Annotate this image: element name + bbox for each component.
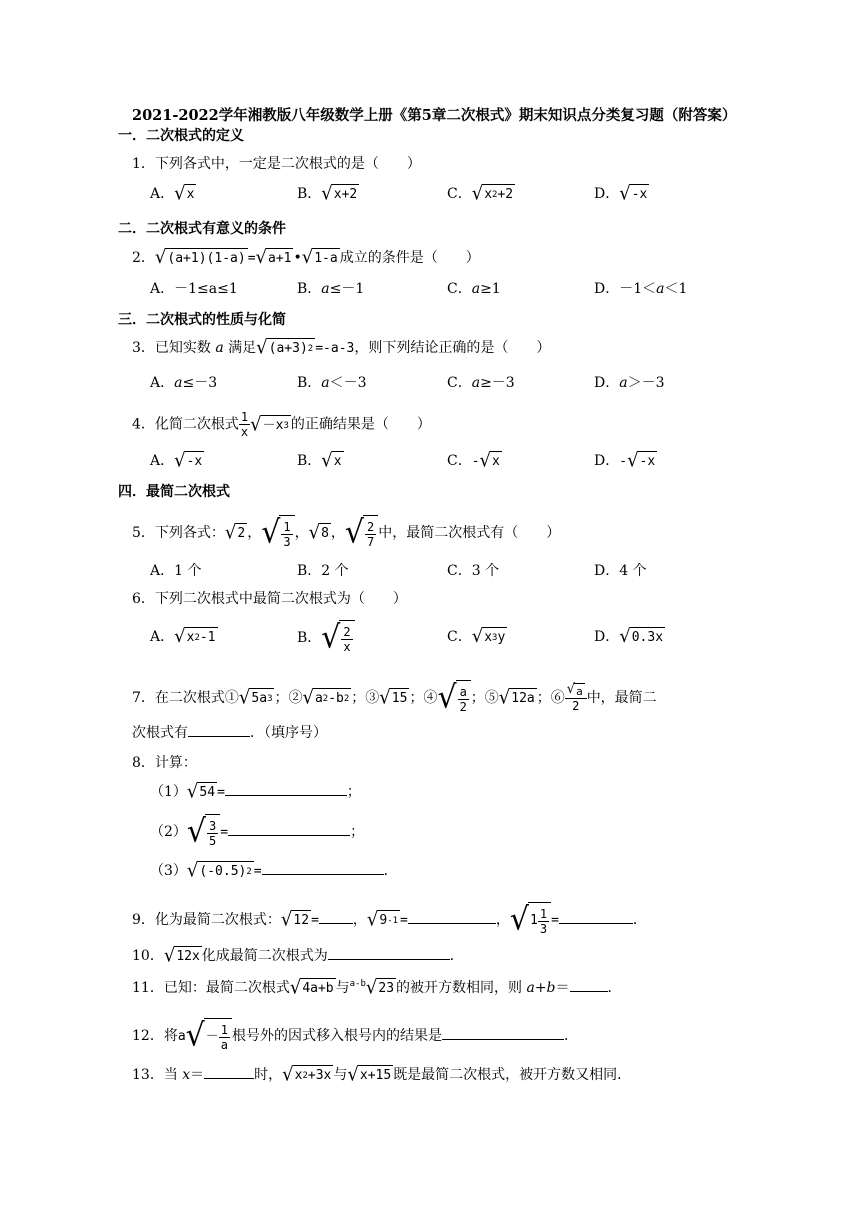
radical: √ － $\frac{1}{a}$ xyxy=(186,1018,232,1054)
question-7-line2: 次根式有 ．（填序号） xyxy=(132,722,327,743)
question-6-stem: 6．下列二次根式中最简二次根式为（ ） xyxy=(132,591,407,607)
fraction: $\frac{1}{x}$ xyxy=(240,410,249,439)
q4-option-d: D．- √ -x xyxy=(594,449,656,472)
q3-option-b: B．a＜－3 xyxy=(297,375,367,391)
section-heading-4: 四．最简二次根式 xyxy=(118,484,230,500)
radical: √ 4a+b xyxy=(289,976,334,999)
answer-blank[interactable] xyxy=(559,909,633,924)
radical: √ 12 xyxy=(280,908,310,931)
radical: √ 1 $\frac{1}{3}$ xyxy=(510,902,551,938)
q4-option-b: B． √ x xyxy=(297,449,342,472)
question-3-stem: 3．已知实数 a 满足 √ (a+3) 2 =-a-3，则下列结论正确的是（ ） xyxy=(132,336,551,359)
radical: √ x+2 xyxy=(321,182,358,205)
question-5-stem: 5．下列各式： √ 2 ， √ $\frac{1}{3}$ ， √ 8 ， √ $\frac{2}{7}$ 中，最简二次根式有（ ） xyxy=(132,514,561,551)
radical: √ a 2 -b 2 xyxy=(302,686,350,709)
q2-option-c: C．a≥1 xyxy=(447,281,501,297)
q1-option-c: C． √ x 2 +2 xyxy=(447,182,514,205)
radical: √ 1-a xyxy=(301,246,338,269)
answer-blank[interactable] xyxy=(442,1025,564,1040)
answer-blank[interactable] xyxy=(262,860,384,875)
radical: √ x+15 xyxy=(347,1063,392,1086)
radical: √ $\frac{2}{x}$ xyxy=(321,620,354,656)
radical: √ 0.3x xyxy=(619,625,664,648)
radical: √ 2 xyxy=(224,521,246,544)
radical: √ $\frac{2}{7}$ xyxy=(345,515,378,551)
q2-option-a: A．－1≤a≤1 xyxy=(150,281,238,297)
q8-part-1: （1） √ 54 = ； xyxy=(150,780,361,803)
radical: √ 54 xyxy=(186,780,216,803)
answer-blank[interactable] xyxy=(188,722,250,737)
answer-blank[interactable] xyxy=(408,909,496,924)
question-13-stem: 13．当 x＝ 时， √ x 2 +3x 与 √ x+15 既是最简二次根式，被开方数又相同． xyxy=(132,1063,632,1086)
radical: √ $\frac{3}{5}$ xyxy=(187,814,220,850)
radical: √ x 3 y xyxy=(471,625,506,648)
question-1-stem: 1．下列各式中，一定是二次根式的是（ ） xyxy=(132,156,421,172)
q6-option-a: A． √ x 2 -1 xyxy=(150,625,216,648)
answer-blank[interactable] xyxy=(204,1064,254,1079)
answer-blank[interactable] xyxy=(328,945,450,960)
q3-option-a: A．a≤－3 xyxy=(150,375,218,391)
radical: √ x 2 +2 xyxy=(471,182,514,205)
radical: √ -x xyxy=(619,182,648,205)
answer-blank[interactable] xyxy=(225,781,347,796)
q5-option-b: B．2 个 xyxy=(297,563,349,579)
section-heading-3: 三．二次根式的性质与化简 xyxy=(118,312,286,328)
q3-option-d: D．a＞－3 xyxy=(594,375,665,391)
q6-option-d: D． √ 0.3x xyxy=(594,625,664,648)
question-10-stem: 10． √ 12x 化成最简二次根式为 ． xyxy=(132,944,464,967)
q5-option-d: D．4 个 xyxy=(594,563,647,579)
question-4-stem: 4．化简二次根式 $\frac{1}{x}$ √ －x 3 的正确结果是（ ） xyxy=(132,410,431,439)
answer-blank[interactable] xyxy=(228,821,350,836)
radical: √ 12x xyxy=(163,944,200,967)
radical: √ 12a xyxy=(498,686,535,709)
radical: √ x xyxy=(321,449,342,472)
q1-option-a: A． √ x xyxy=(150,182,195,205)
question-9-stem: 9．化为最简二次根式： √ 12 = ， √ 9 -1 = ， √ 1 $\frac{1}{3}$ = ． xyxy=(132,901,647,938)
question-11-stem: 11．已知：最简二次根式 √ 4a+b 与$^{a-b}$ √ 23 的被开方数相同，则 a+b＝ ． xyxy=(132,976,622,999)
question-7-stem: 7．在二次根式① √ 5a 3 ；② √ a 2 -b 2 ；③ √ 15 ；④ √ $\frac{a}{2}$ ；⑤ √ 12a ；⑥ √ a 2 中，最简二 xyxy=(132,679,657,716)
radical: √ (a+3) 2 xyxy=(256,336,314,359)
question-2-stem: 2． √ (a+1)(1-a) = √ a+1 • √ 1-a 成立的条件是（ ） xyxy=(132,246,480,269)
fraction: √ a 2 xyxy=(565,683,587,713)
section-heading-2: 二．二次根式有意义的条件 xyxy=(118,221,286,237)
q1-option-d: D． √ -x xyxy=(594,182,648,205)
answer-blank[interactable] xyxy=(570,977,608,992)
question-8-stem: 8．计算： xyxy=(132,755,197,771)
radical: √ a+1 xyxy=(255,246,292,269)
question-12-stem: 12．将a √ － $\frac{1}{a}$ 根号外的因式移入根号内的结果是 ． xyxy=(132,1017,579,1054)
q1-option-b: B． √ x+2 xyxy=(297,182,358,205)
radical: √ $\frac{a}{2}$ xyxy=(437,680,470,716)
answer-blank[interactable] xyxy=(319,909,353,924)
radical: √ x 2 -1 xyxy=(174,625,216,648)
radical: √ 23 xyxy=(365,976,395,999)
section-heading-1: 一．二次根式的定义 xyxy=(118,128,244,144)
radical: √ －x 3 xyxy=(250,412,289,435)
q2-option-d: D．－1＜a＜1 xyxy=(594,281,688,297)
radical: √ -x xyxy=(627,449,656,472)
q8-part-2: （2） √ $\frac{3}{5}$ = ； xyxy=(150,813,365,850)
q4-option-a: A． √ -x xyxy=(150,449,203,472)
radical: √ 5a 3 xyxy=(238,686,273,709)
q4-option-c: C．- √ x xyxy=(447,449,500,472)
radical: √ 15 xyxy=(379,686,408,709)
radical: √ 9 -1 xyxy=(366,908,399,931)
radical: √ x xyxy=(479,449,500,472)
radical: √ (-0.5) 2 xyxy=(186,859,252,882)
radical: √ -x xyxy=(174,449,203,472)
q3-option-c: C．a≥－3 xyxy=(447,375,515,391)
radical: √ x xyxy=(174,182,195,205)
q2-option-b: B．a≤－1 xyxy=(297,281,365,297)
radical: √ 8 xyxy=(308,521,329,544)
radical: √ $\frac{1}{3}$ xyxy=(261,515,294,551)
radical: √ (a+1)(1-a) xyxy=(154,246,246,269)
q8-part-3: （3） √ (-0.5) 2 = ． xyxy=(150,859,398,882)
q6-option-b: B． √ $\frac{2}{x}$ xyxy=(297,620,355,656)
q5-option-c: C．3 个 xyxy=(447,563,500,579)
q6-option-c: C． √ x 3 y xyxy=(447,625,506,648)
document-title: 2021-2022学年湘教版八年级数学上册《第5章二次根式》期末知识点分类复习题（附答案） xyxy=(132,107,737,124)
q5-option-a: A．1 个 xyxy=(150,563,202,579)
radical: √ x 2 +3x xyxy=(282,1063,332,1086)
